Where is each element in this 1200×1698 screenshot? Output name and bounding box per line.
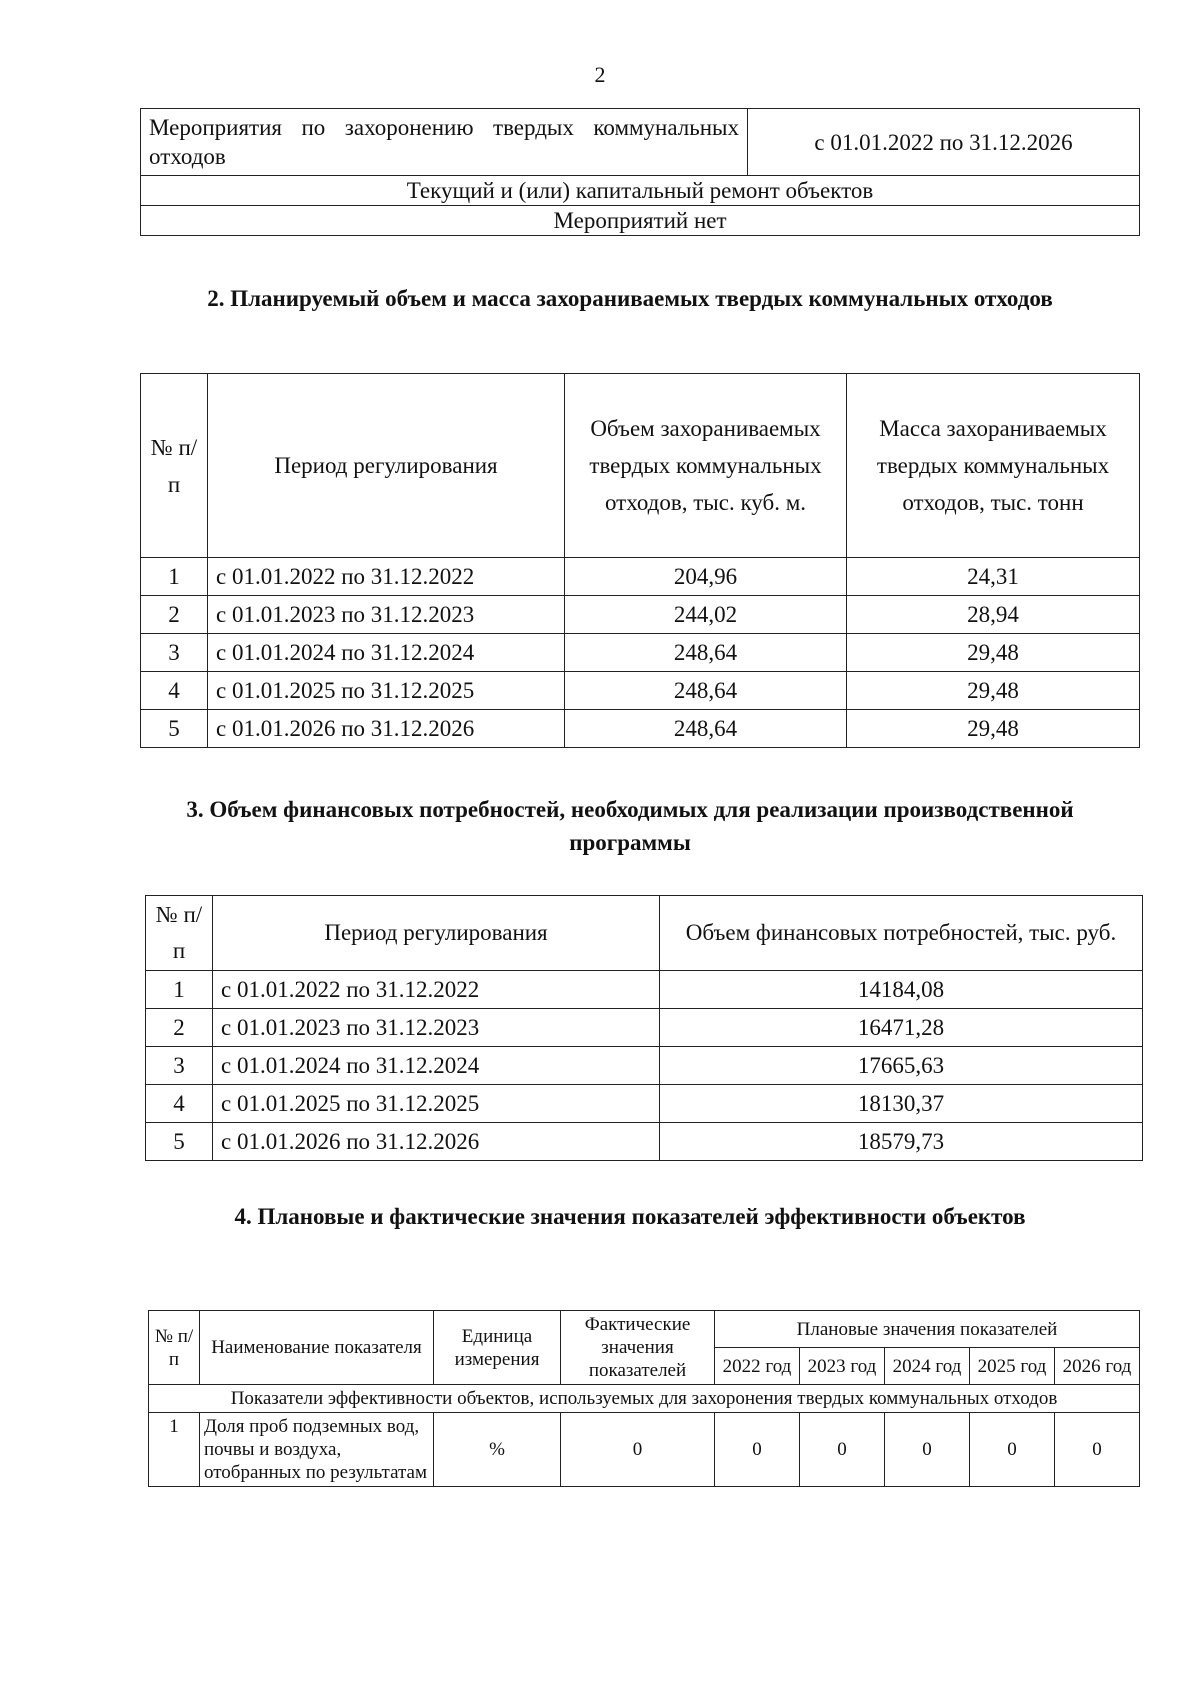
row-num: 2 (146, 1009, 213, 1047)
table-row (146, 1123, 1143, 1161)
event-text-cell: Мероприятия по захоронению твердых коммунальных отходов (141, 109, 748, 176)
header-volume: Объем захораниваемых твердых коммунальных отходов, тыс. куб. м. (565, 374, 847, 558)
row-period: с 01.01.2026 по 31.12.2026 (213, 1123, 660, 1161)
table-header-row (141, 374, 1140, 558)
volume-mass-table (140, 373, 1140, 748)
table-row (141, 206, 1140, 236)
table-row (141, 596, 1140, 634)
row-volume: 248,64 (565, 710, 847, 748)
row-mass: 24,31 (847, 558, 1140, 596)
section2-title: 2. Планируемый объем и масса захораниваемых твердых коммунальных отходов (207, 286, 1053, 311)
table-row (141, 710, 1140, 748)
table-row (141, 176, 1140, 206)
row-unit: % (434, 1413, 561, 1487)
table-header-row (149, 1311, 1140, 1348)
events-table (140, 108, 1140, 236)
row-value: 16471,28 (660, 1009, 1143, 1047)
table-row (141, 634, 1140, 672)
table-row (146, 1085, 1143, 1123)
header-unit: Единица измерения (434, 1311, 561, 1385)
row-num: 1 (149, 1413, 200, 1487)
row-period: с 01.01.2024 по 31.12.2024 (213, 1047, 660, 1085)
row-volume: 248,64 (565, 634, 847, 672)
repair-heading: Текущий и (или) капитальный ремонт объектов (141, 176, 1140, 206)
table-header-row (146, 896, 1143, 971)
row-period: с 01.01.2023 по 31.12.2023 (213, 1009, 660, 1047)
row-actual: 0 (561, 1413, 715, 1487)
section3-title: 3. Объем финансовых потребностей, необходимых для реализации производственной программы (186, 797, 1074, 855)
table-row (146, 971, 1143, 1009)
table-row (141, 672, 1140, 710)
finance-table (145, 895, 1143, 1161)
table-row (141, 558, 1140, 596)
row-num: 4 (146, 1085, 213, 1123)
no-events-cell: Мероприятий нет (141, 206, 1140, 236)
header-period: Период регулирования (213, 896, 660, 971)
header-actual: Фактические значения показателей (561, 1311, 715, 1385)
table-row (146, 1009, 1143, 1047)
row-num: 2 (141, 596, 208, 634)
row-value: 18130,37 (660, 1085, 1143, 1123)
row-volume: 204,96 (565, 558, 847, 596)
header-year: 2023 год (800, 1348, 885, 1385)
row-mass: 29,48 (847, 672, 1140, 710)
header-finance: Объем финансовых потребностей, тыс. руб. (660, 896, 1143, 971)
row-num: 1 (141, 558, 208, 596)
header-name: Наименование показателя (200, 1311, 434, 1385)
row-num: 3 (141, 634, 208, 672)
row-period: с 01.01.2024 по 31.12.2024 (208, 634, 565, 672)
header-planned: Плановые значения показателей (715, 1311, 1140, 1348)
row-mass: 29,48 (847, 710, 1140, 748)
row-num: 1 (146, 971, 213, 1009)
header-year: 2022 год (715, 1348, 800, 1385)
indicators-table (148, 1310, 1140, 1487)
header-num: № п/п (146, 896, 213, 971)
row-name: Доля проб подземных вод, почвы и воздуха, отобранных по результатам (200, 1413, 434, 1487)
row-value: 0 (885, 1413, 970, 1487)
row-period: с 01.01.2022 по 31.12.2022 (208, 558, 565, 596)
row-volume: 244,02 (565, 596, 847, 634)
row-volume: 248,64 (565, 672, 847, 710)
row-period: с 01.01.2025 по 31.12.2025 (208, 672, 565, 710)
row-period: с 01.01.2022 по 31.12.2022 (213, 971, 660, 1009)
table-row (141, 109, 1140, 176)
row-period: с 01.01.2025 по 31.12.2025 (213, 1085, 660, 1123)
row-value: 17665,63 (660, 1047, 1143, 1085)
header-year: 2024 год (885, 1348, 970, 1385)
row-mass: 29,48 (847, 634, 1140, 672)
row-value: 18579,73 (660, 1123, 1143, 1161)
row-num: 4 (141, 672, 208, 710)
row-num: 3 (146, 1047, 213, 1085)
group-heading: Показатели эффективности объектов, используемых для захоронения твердых коммунальных отходов (149, 1385, 1140, 1413)
page-number: 2 (594, 62, 606, 87)
row-num: 5 (141, 710, 208, 748)
header-year: 2025 год (970, 1348, 1055, 1385)
row-period: с 01.01.2023 по 31.12.2023 (208, 596, 565, 634)
row-value: 0 (715, 1413, 800, 1487)
section4-title: 4. Плановые и фактические значения показателей эффективности объектов (234, 1204, 1026, 1229)
row-value: 14184,08 (660, 971, 1143, 1009)
header-num: № п/п (141, 374, 208, 558)
row-value: 0 (970, 1413, 1055, 1487)
header-mass: Масса захораниваемых твердых коммунальных отходов, тыс. тонн (847, 374, 1140, 558)
header-num: № п/п (149, 1311, 200, 1385)
row-period: с 01.01.2026 по 31.12.2026 (208, 710, 565, 748)
table-row (149, 1385, 1140, 1413)
event-period-cell: с 01.01.2022 по 31.12.2026 (748, 109, 1140, 176)
table-row (146, 1047, 1143, 1085)
header-period: Период регулирования (208, 374, 565, 558)
header-year: 2026 год (1055, 1348, 1140, 1385)
table-row (149, 1413, 1140, 1487)
row-value: 0 (1055, 1413, 1140, 1487)
row-num: 5 (146, 1123, 213, 1161)
row-value: 0 (800, 1413, 885, 1487)
row-mass: 28,94 (847, 596, 1140, 634)
